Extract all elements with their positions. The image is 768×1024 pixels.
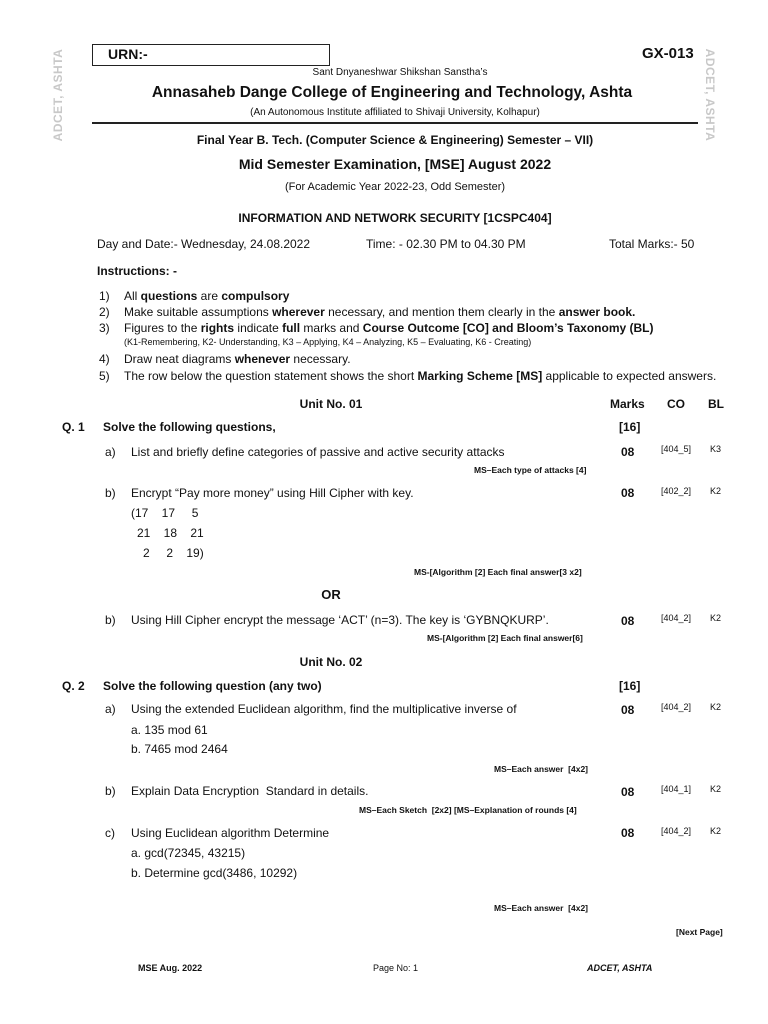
bl-column-header: BL bbox=[708, 397, 724, 411]
footer-institute: ADCET, ASHTA bbox=[587, 963, 653, 973]
q2b-co: [404_1] bbox=[661, 784, 692, 794]
q2b-marks: 08 bbox=[621, 785, 635, 799]
q1a-text: List and briefly define categories of passive and active security attacks bbox=[131, 445, 505, 459]
q2c-subpart-a: a. gcd(72345, 43215) bbox=[131, 846, 246, 860]
q1b-co: [402_2] bbox=[661, 486, 692, 496]
instruction-3 bbox=[124, 321, 653, 335]
instruction-3-text-3: marks and bbox=[300, 321, 363, 335]
instruction-3-bold-3: Course Outcome [CO] and Bloom’s Taxonomy (BL) bbox=[362, 321, 654, 335]
key-matrix-row-2: 21 18 21 bbox=[137, 526, 204, 540]
instruction-5-number: 5) bbox=[99, 369, 110, 383]
q2a-text: Using the extended Euclidean algorithm, find the multiplicative inverse of bbox=[131, 702, 517, 716]
q1b-bl: K2 bbox=[710, 486, 722, 496]
right-side-watermark: ADCET, ASHTA bbox=[703, 48, 717, 142]
header-divider bbox=[92, 122, 698, 124]
instruction-5-text: The row below the question statement shows the short bbox=[124, 369, 418, 383]
course-title: INFORMATION AND NETWORK SECURITY [1CSPC404] bbox=[238, 211, 552, 225]
instruction-2-text: Make suitable assumptions bbox=[124, 305, 273, 319]
urn-label: URN:- bbox=[108, 46, 148, 62]
q2a-subpart-a: a. 135 mod 61 bbox=[131, 723, 208, 737]
q2c-bl: K2 bbox=[710, 826, 722, 836]
q1b-alt-co: [404_2] bbox=[661, 613, 692, 623]
q2a-marking-scheme: MS–Each answer [4x2] bbox=[494, 764, 589, 774]
q1-number: Q. 1 bbox=[62, 420, 85, 434]
q2c-marking-scheme: MS–Each answer [4x2] bbox=[494, 903, 589, 913]
instruction-1-bold: questions bbox=[140, 289, 198, 303]
instruction-1 bbox=[124, 289, 289, 303]
q2b-text: Explain Data Encryption Standard in details. bbox=[131, 784, 369, 798]
academic-year: (For Academic Year 2022-23, Odd Semester) bbox=[284, 181, 506, 193]
unit-1-heading: Unit No. 01 bbox=[299, 397, 363, 411]
affiliation: (An Autonomous Institute affiliated to Shivaji University, Kolhapur) bbox=[250, 107, 540, 118]
unit-2-heading: Unit No. 02 bbox=[299, 655, 363, 669]
q1b-alt-marking-scheme: MS-[Algorithm [2] Each final answer[6] bbox=[427, 633, 583, 643]
q2c-marks: 08 bbox=[621, 826, 635, 840]
q2c-text: Using Euclidean algorithm Determine bbox=[131, 826, 330, 840]
instruction-3-subtext: (K1-Remembering, K2- Understanding, K3 – Applying, K4 – Analyzing, K5 – Evaluating, K6 - Creating) bbox=[124, 337, 532, 347]
instruction-2-text-2: necessary, and mention them clearly in the bbox=[324, 305, 559, 319]
q1a-label: a) bbox=[105, 445, 116, 459]
q1a-co: [404_5] bbox=[661, 444, 692, 454]
instructions-title: Instructions: - bbox=[97, 264, 177, 278]
q2c-subpart-b: b. Determine gcd(3486, 10292) bbox=[131, 866, 298, 880]
instruction-3-text-2: indicate bbox=[234, 321, 283, 335]
q1-total-marks: [16] bbox=[619, 420, 641, 434]
q1-title: Solve the following questions, bbox=[103, 420, 276, 434]
q2a-label: a) bbox=[105, 702, 116, 716]
instruction-4-number: 4) bbox=[99, 352, 110, 366]
q1b-alt-bl: K2 bbox=[710, 613, 722, 623]
total-marks: Total Marks:- 50 bbox=[609, 237, 695, 251]
q2a-bl: K2 bbox=[710, 702, 722, 712]
q1a-marking-scheme: MS–Each type of attacks [4] bbox=[474, 465, 587, 475]
day-date: Day and Date:- Wednesday, 24.08.2022 bbox=[97, 237, 311, 251]
q2a-marks: 08 bbox=[621, 703, 635, 717]
q1b-marking-scheme: MS-[Algorithm [2] Each final answer[3 x2] bbox=[414, 567, 582, 577]
trust-name: Sant Dnyaneshwar Shikshan Sanstha’s bbox=[312, 67, 488, 78]
q1a-bl: K3 bbox=[710, 444, 722, 454]
instruction-2-number: 2) bbox=[99, 305, 110, 319]
marks-column-header: Marks bbox=[610, 397, 645, 411]
exam-time: Time: - 02.30 PM to 04.30 PM bbox=[366, 237, 526, 251]
q1b-text: Encrypt “Pay more money” using Hill Cipher with key. bbox=[131, 486, 414, 500]
instruction-1-text: All bbox=[124, 289, 141, 303]
instruction-2 bbox=[124, 305, 635, 319]
q2b-marking-scheme: MS–Each Sketch [2x2] [MS–Explanation of rounds [4] bbox=[359, 805, 577, 815]
left-side-watermark: ADCET, ASHTA bbox=[51, 48, 65, 142]
q2c-label: c) bbox=[105, 826, 115, 840]
q2a-co: [404_2] bbox=[661, 702, 692, 712]
or-separator: OR bbox=[321, 587, 341, 602]
q2-number: Q. 2 bbox=[62, 679, 85, 693]
key-matrix-row-3: 2 2 19) bbox=[143, 546, 204, 560]
program-title: Final Year B. Tech. (Computer Science & Engineering) Semester – VII) bbox=[196, 133, 594, 147]
q2-title: Solve the following question (any two) bbox=[103, 679, 322, 693]
q1b-alt-text: Using Hill Cipher encrypt the message ‘ACT’ (n=3). The key is ‘GYBNQKURP’. bbox=[131, 613, 549, 627]
q1b-marks: 08 bbox=[621, 486, 635, 500]
q2a-subpart-b: b. 7465 mod 2464 bbox=[131, 742, 228, 756]
instruction-3-bold: rights bbox=[200, 321, 235, 335]
instruction-2-bold: wherever bbox=[272, 305, 325, 319]
instruction-3-text: Figures to the bbox=[124, 321, 201, 335]
paper-code: GX-013 bbox=[642, 45, 694, 62]
instruction-5-text-2: applicable to expected answers. bbox=[542, 369, 717, 383]
instruction-5-bold: Marking Scheme [MS] bbox=[417, 369, 543, 383]
q2b-bl: K2 bbox=[710, 784, 722, 794]
footer-page-number: Page No: 1 bbox=[373, 963, 419, 973]
exam-title: Mid Semester Examination, [MSE] August 2022 bbox=[238, 156, 552, 172]
instruction-5 bbox=[124, 369, 716, 383]
q1b-label: b) bbox=[105, 486, 116, 500]
instruction-3-number: 3) bbox=[99, 321, 110, 335]
instruction-4-text-2: necessary. bbox=[290, 352, 351, 366]
q1b-alt-marks: 08 bbox=[621, 614, 635, 628]
co-column-header: CO bbox=[667, 397, 685, 411]
instruction-1-number: 1) bbox=[99, 289, 110, 303]
instruction-1-bold-2: compulsory bbox=[221, 289, 290, 303]
q2-total-marks: [16] bbox=[619, 679, 641, 693]
q2c-co: [404_2] bbox=[661, 826, 692, 836]
college-name: Annasaheb Dange College of Engineering and Technology, Ashta bbox=[151, 84, 633, 101]
instruction-3-bold-2: full bbox=[282, 321, 301, 335]
key-matrix-row-1: (17 17 5 bbox=[131, 506, 199, 520]
instruction-2-bold-2: answer book. bbox=[558, 305, 636, 319]
instruction-4 bbox=[124, 352, 351, 366]
q1b-alt-label: b) bbox=[105, 613, 116, 627]
next-page-note: [Next Page] bbox=[676, 927, 723, 937]
instruction-4-bold: whenever bbox=[234, 352, 291, 366]
instruction-1-text-2: are bbox=[197, 289, 222, 303]
instruction-4-text: Draw neat diagrams bbox=[124, 352, 235, 366]
q1a-marks: 08 bbox=[621, 445, 635, 459]
footer-exam: MSE Aug. 2022 bbox=[138, 963, 203, 973]
q2b-label: b) bbox=[105, 784, 116, 798]
